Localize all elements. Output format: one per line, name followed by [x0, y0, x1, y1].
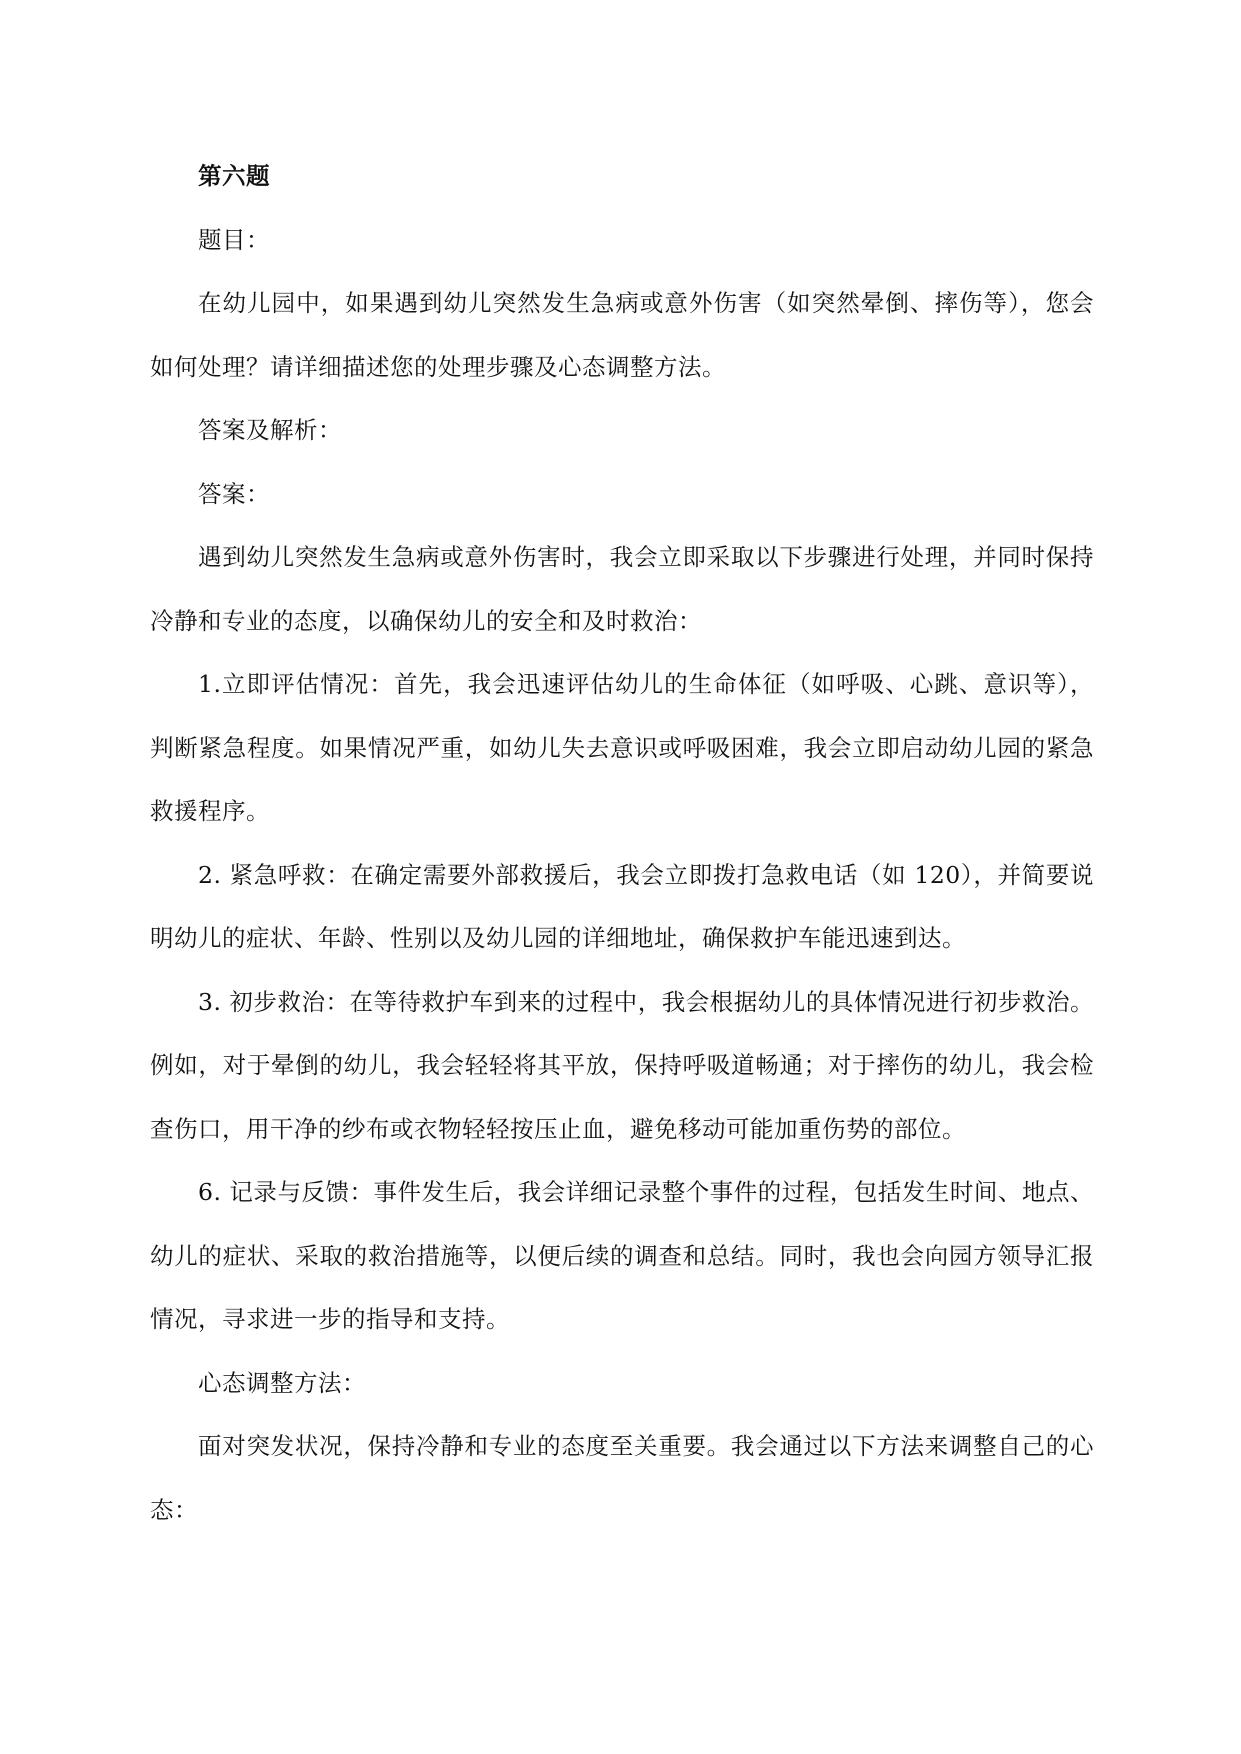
question-label: 题目：: [198, 225, 270, 254]
document-body: [150, 145, 1094, 1542]
answer-intro: 遇到幼儿突然发生急病或意外伤害时，我会立即采取以下步骤进行处理，并同时保持冷静和专业的态度，以确保幼儿的安全和及时救治：: [150, 543, 1094, 635]
answer-label: 答案：: [198, 479, 270, 508]
answer-analysis-label: 答案及解析：: [198, 416, 342, 444]
step-assess: 1.立即评估情况：首先，我会迅速评估幼儿的生命体征（如呼吸、心跳、意识等），判断紧急程度。如果情况严重，如幼儿失去意识或呼吸困难，我会立即启动幼儿园的紧急救援程序。: [150, 670, 1094, 825]
mindset-intro: 面对突发状况，保持冷静和专业的态度至关重要。我会通过以下方法来调整自己的心态：: [150, 1432, 1094, 1524]
question-heading: 第六题: [198, 162, 270, 190]
question-text: 在幼儿园中，如果遇到幼儿突然发生急病或意外伤害（如突然晕倒、摔伤等），您会如何处理？请详细描述您的处理步骤及心态调整方法。: [150, 289, 1094, 381]
mindset-label: 心态调整方法：: [198, 1368, 366, 1397]
step-emergency-call: 2. 紧急呼救：在确定需要外部救援后，我会立即拨打急救电话（如 120），并简要说明幼儿的症状、年龄、性别以及幼儿园的详细地址，确保救护车能迅速到达。: [150, 860, 1094, 952]
step-record-feedback: 6. 记录与反馈：事件发生后，我会详细记录整个事件的过程，包括发生时间、地点、幼儿的症状、采取的救治措施等，以便后续的调查和总结。同时，我也会向园方领导汇报情况，寻求进一步的指导和支持。: [150, 1178, 1094, 1333]
step-first-aid: 3. 初步救治：在等待救护车到来的过程中，我会根据幼儿的具体情况进行初步救治。例如，对于晕倒的幼儿，我会轻轻将其平放，保持呼吸道畅通；对于摔伤的幼儿，我会检查伤口，用干净的纱布或衣物轻轻按压止血，避免移动可能加重伤势的部位。: [150, 987, 1094, 1143]
